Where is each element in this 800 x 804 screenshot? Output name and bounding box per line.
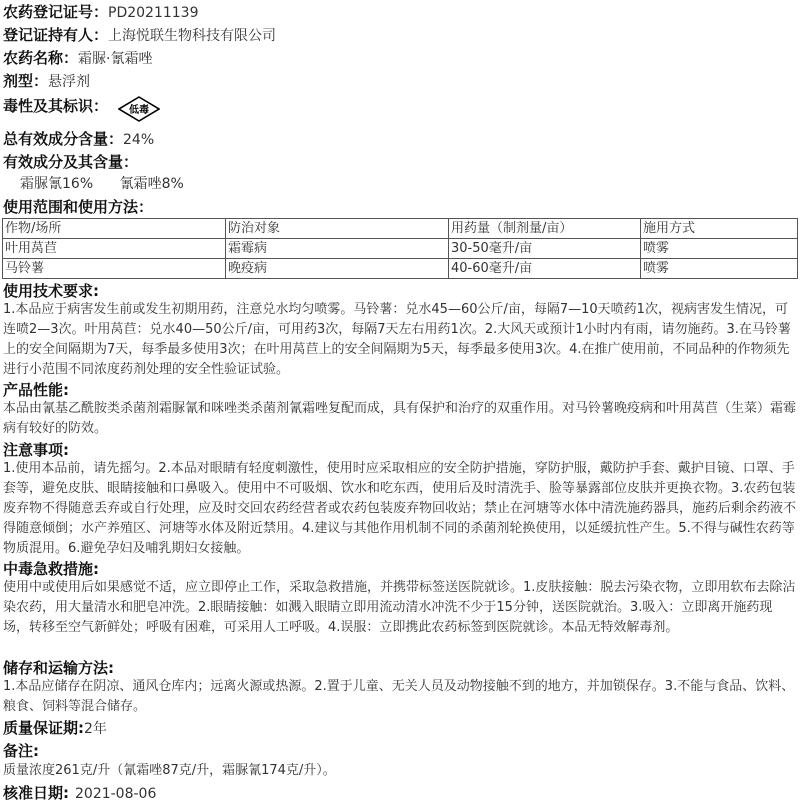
total-content-label: 总有效成分含量： <box>3 130 124 148</box>
low-toxicity-badge-icon <box>118 96 160 122</box>
first-aid-label: 中毒急救措施: <box>3 560 99 578</box>
formulation-label: 剂型： <box>3 72 49 90</box>
ingredients-row <box>3 152 138 173</box>
technique-heading-row <box>3 281 99 302</box>
holder-value: 上海悦联生物科技有限公司 <box>108 28 277 44</box>
performance-text: 本品由氰基乙酰胺类杀菌剂霜脲氰和咪唑类杀菌剂氰霜唑复配而成，具有保护和治疗的双重作用。对马铃薯晚疫病和叶用莴苣（生菜）霜霉病有较好的防效。 <box>3 401 797 436</box>
table-cell: 30-50毫升/亩 <box>449 239 641 259</box>
table-row <box>3 259 798 279</box>
table-cell: 叶用莴苣 <box>3 239 226 259</box>
table-cell: 40-60毫升/亩 <box>449 259 641 279</box>
remarks-label: 备注: <box>3 742 39 760</box>
warranty-value: 2年 <box>84 721 107 737</box>
registration-row <box>3 2 199 23</box>
holder-row <box>3 25 276 46</box>
warranty-row <box>3 718 107 739</box>
table-cell: 喷雾 <box>641 239 798 259</box>
table-header-cell: 防治对象 <box>226 219 449 239</box>
total-content-value: 24% <box>123 132 155 148</box>
formulation-value: 悬浮剂 <box>48 74 91 90</box>
performance-heading-row <box>3 380 69 401</box>
total-content-row <box>3 129 154 150</box>
registration-label: 农药登记证号： <box>3 3 109 21</box>
usage-label: 使用范围和使用方法： <box>3 198 154 216</box>
toxicity-row <box>3 96 108 117</box>
table-cell: 晚疫病 <box>226 259 449 279</box>
table-header-cell: 用药量（制剂量/亩） <box>449 219 641 239</box>
first-aid-text: 使用中或使用后如果感觉不适，应立即停止工作，采取急救措施，并携带标签送医院就诊。1.皮肤接触：脱去污染衣物，立即用软布去除沾染农药，用大量清水和肥皂冲洗。2.眼睛接触：如溅入眼睛立即用流动清水冲洗不少于15分钟，送医院就治。3.吸入：立即离开施药现场，转移至空气新鲜处；呼吸有困难，可采用人工呼吸。4.误服：立即携此农药标签到医院就诊。本品无特效解毒剂。 <box>3 580 796 635</box>
name-row <box>3 48 152 69</box>
ingredients-list <box>20 174 184 194</box>
performance-label: 产品性能: <box>3 381 69 399</box>
table-cell: 喷雾 <box>641 259 798 279</box>
toxicity-label: 毒性及其标识： <box>3 97 109 115</box>
table-header-cell: 作物/场所 <box>3 219 226 239</box>
approval-label: 核准日期: <box>3 784 69 802</box>
table-cell: 马铃薯 <box>3 259 226 279</box>
technique-label: 使用技术要求: <box>3 282 99 300</box>
table-row <box>3 239 798 259</box>
approval-row <box>3 783 156 804</box>
storage-text: 1.本品应储存在阴凉、通风仓库内；远离火源或热源。2.置于儿童、无关人员及动物接触不到的地方，并加锁保存。3.不能与食品、饮料、粮食、饲料等混合储存。 <box>3 679 795 714</box>
ingredient-item: 氰霜唑8% <box>119 176 184 192</box>
ingredient-item: 霜脲氰16% <box>20 176 94 192</box>
precautions-heading-row <box>3 440 69 461</box>
approval-value: 2021-08-06 <box>75 786 157 802</box>
storage-heading-row <box>3 658 114 679</box>
holder-label: 登记证持有人： <box>3 26 109 44</box>
storage-label: 储存和运输方法: <box>3 659 114 677</box>
precautions-label: 注意事项: <box>3 441 69 459</box>
formulation-row <box>3 71 90 92</box>
precautions-text: 1.使用本品前，请先摇匀。2.本品对眼睛有轻度刺激性，使用时应采取相应的安全防护措施，穿防护服，戴防护手套、戴护目镜、口罩、手套等，避免皮肤、眼睛接触和口鼻吸入。使用中不可吸烟、饮水和吃东西，使用后及时清洗手、脸等暴露部位皮肤并更换衣物。3.农药包装废弃物不得随意丢弃或自行处理，应及时交回农药经营者或农药包装废弃物回收站；禁止在河塘等水体中清洗施药器具，施药后剩余药液不得随意倾倒；水产养殖区、河塘等水体及附近禁用。4.建议与其他作用机制不同的杀菌剂轮换使用，以延缓抗性产生。5.不得与碱性农药等物质混用。6.避免孕妇及哺乳期妇女接触。 <box>3 461 797 556</box>
remarks-text: 质量浓度261克/升（氰霜唑87克/升，霜脲氰174克/升）。 <box>3 763 336 778</box>
name-value: 霜脲·氰霜唑 <box>78 51 153 67</box>
toxicity-badge-text: 低毒 <box>129 105 149 116</box>
remarks-heading-row <box>3 741 39 762</box>
usage-row <box>3 197 153 218</box>
table-cell: 霜霉病 <box>226 239 449 259</box>
table-header-cell: 施用方式 <box>641 219 798 239</box>
name-label: 农药名称： <box>3 49 79 67</box>
warranty-label: 质量保证期: <box>3 719 84 737</box>
technique-text: 1.本品应于病害发生前或发生初期用药，注意兑水均匀喷雾。马铃薯：兑水45—60公斤/亩，每隔7—10天喷药1次，视病害发生情况，可连喷2—3次。叶用莴苣：兑水40—50公斤/亩，可用药3次，每隔7天左右用药1次。2.大风天或预计1小时内有雨，请勿施药。3.在马铃薯上的安全间隔期为7天，每季最多使用3次；在叶用莴苣上的安全间隔期为5天，每季最多使用3次。4.在推广使用前，不同品种的作物须先进行小范围不同浓度药剂处理的安全性验证试验。 <box>3 302 791 377</box>
ingredients-label: 有效成分及其含量： <box>3 153 139 171</box>
first-aid-heading-row <box>3 559 99 580</box>
registration-value: PD20211139 <box>108 5 199 21</box>
usage-table <box>2 218 798 279</box>
table-header-row <box>3 219 798 239</box>
